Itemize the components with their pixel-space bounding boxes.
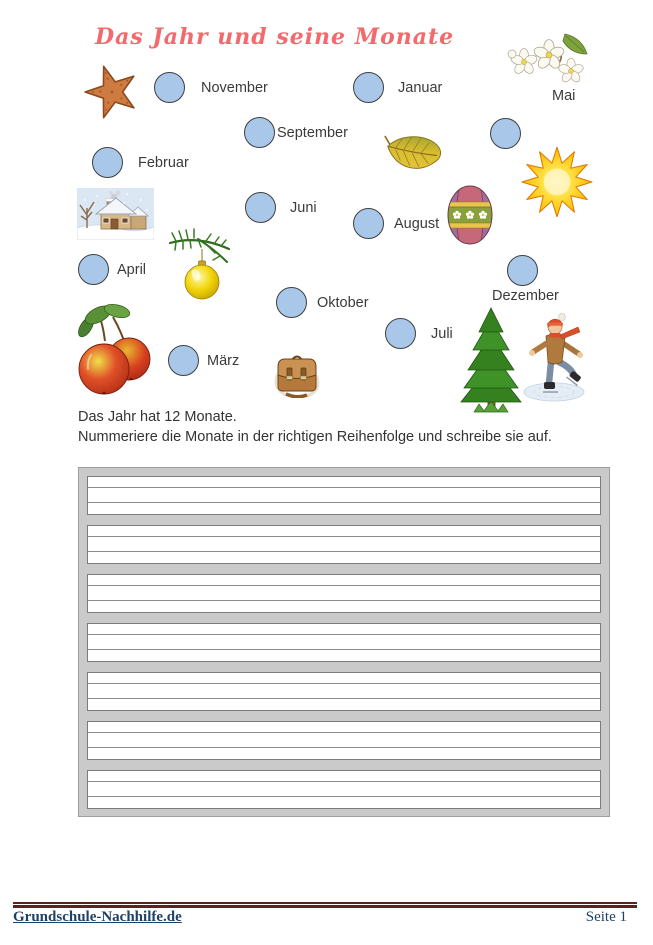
month-circle-november[interactable] [154, 72, 185, 103]
month-circle-februar[interactable] [92, 147, 123, 178]
writing-lines-panel [78, 467, 610, 817]
month-item-september [244, 117, 348, 148]
month-label-mai: Mai [552, 88, 576, 104]
writing-lines-group[interactable] [87, 623, 601, 662]
footer-rule-thin [13, 902, 637, 904]
writing-lines-group[interactable] [87, 476, 601, 515]
instruction-line-2: Nummeriere die Monate in der richtigen Reihenfolge und schreibe sie auf. [78, 428, 552, 445]
month-item-november [154, 72, 268, 103]
footer-site-link[interactable]: Grundschule-Nachhilfe.de [13, 909, 182, 925]
month-circle-dezember[interactable] [507, 255, 538, 286]
ice-skater-image [520, 312, 590, 404]
month-label-juni: Juni [290, 199, 317, 216]
footer-page-number: Seite 1 [585, 909, 627, 925]
writing-lines-group[interactable] [87, 574, 601, 613]
month-circle-maerz[interactable] [168, 345, 199, 376]
ruled-line [88, 600, 600, 601]
starfish-image [72, 63, 150, 119]
blossoms-image [503, 27, 591, 87]
writing-lines-group[interactable] [87, 721, 601, 760]
month-circle-januar[interactable] [353, 72, 384, 103]
month-label-november: November [201, 79, 268, 96]
school-satchel-image [271, 346, 325, 398]
month-circle-september[interactable] [244, 117, 275, 148]
month-label-juli: Juli [431, 325, 453, 342]
month-label-oktober: Oktober [317, 294, 369, 311]
month-label-januar: Januar [398, 79, 443, 96]
month-item-dezember [507, 255, 538, 286]
month-item-februar [92, 147, 189, 178]
ruled-line [88, 487, 600, 488]
writing-lines-group[interactable] [87, 770, 601, 809]
month-item-juli [385, 318, 453, 349]
instruction-line-1: Das Jahr hat 12 Monate. [78, 409, 237, 425]
month-circle-april[interactable] [78, 254, 109, 285]
month-label-april: April [117, 261, 147, 278]
ruled-line [88, 649, 600, 650]
month-label-september: September [277, 124, 348, 141]
month-label-maerz: März [207, 352, 240, 369]
ruled-line [88, 747, 600, 748]
month-item-august [353, 208, 439, 239]
ruled-line [88, 551, 600, 552]
month-label-februar: Februar [138, 154, 189, 171]
footer-rule-thick [13, 905, 637, 908]
fir-branch-with-ornament-image [168, 227, 232, 303]
ruled-line [88, 781, 600, 782]
ruled-line [88, 796, 600, 797]
month-circle-august[interactable] [353, 208, 384, 239]
ruled-line [88, 732, 600, 733]
month-circle-juni[interactable] [245, 192, 276, 223]
fir-tree-image [458, 306, 524, 418]
easter-egg-image [446, 184, 494, 246]
month-circle-oktober[interactable] [276, 287, 307, 318]
ruled-line [88, 585, 600, 586]
ruled-line [88, 502, 600, 503]
ruled-line [88, 683, 600, 684]
month-label-august: August [394, 215, 440, 232]
month-item-januar [353, 72, 442, 103]
month-item-april [78, 254, 146, 285]
month-label-dezember: Dezember [492, 288, 559, 304]
apples-image [71, 297, 153, 397]
month-circle-juli[interactable] [385, 318, 416, 349]
instructions-block [78, 408, 618, 447]
page-title: Das Jahr und seine Monate [95, 24, 455, 50]
ruled-line [88, 536, 600, 537]
month-item-oktober [276, 287, 369, 318]
writing-lines-group[interactable] [87, 672, 601, 711]
winter-house-image [77, 188, 154, 240]
autumn-leaf-image [381, 131, 445, 179]
month-item-juni [245, 192, 317, 223]
month-item-maerz [168, 345, 239, 376]
ruled-line [88, 698, 600, 699]
writing-lines-group[interactable] [87, 525, 601, 564]
month-circle-mai[interactable] [490, 118, 521, 149]
month-item-mai [490, 118, 521, 149]
sun-image [520, 147, 594, 217]
ruled-line [88, 634, 600, 635]
